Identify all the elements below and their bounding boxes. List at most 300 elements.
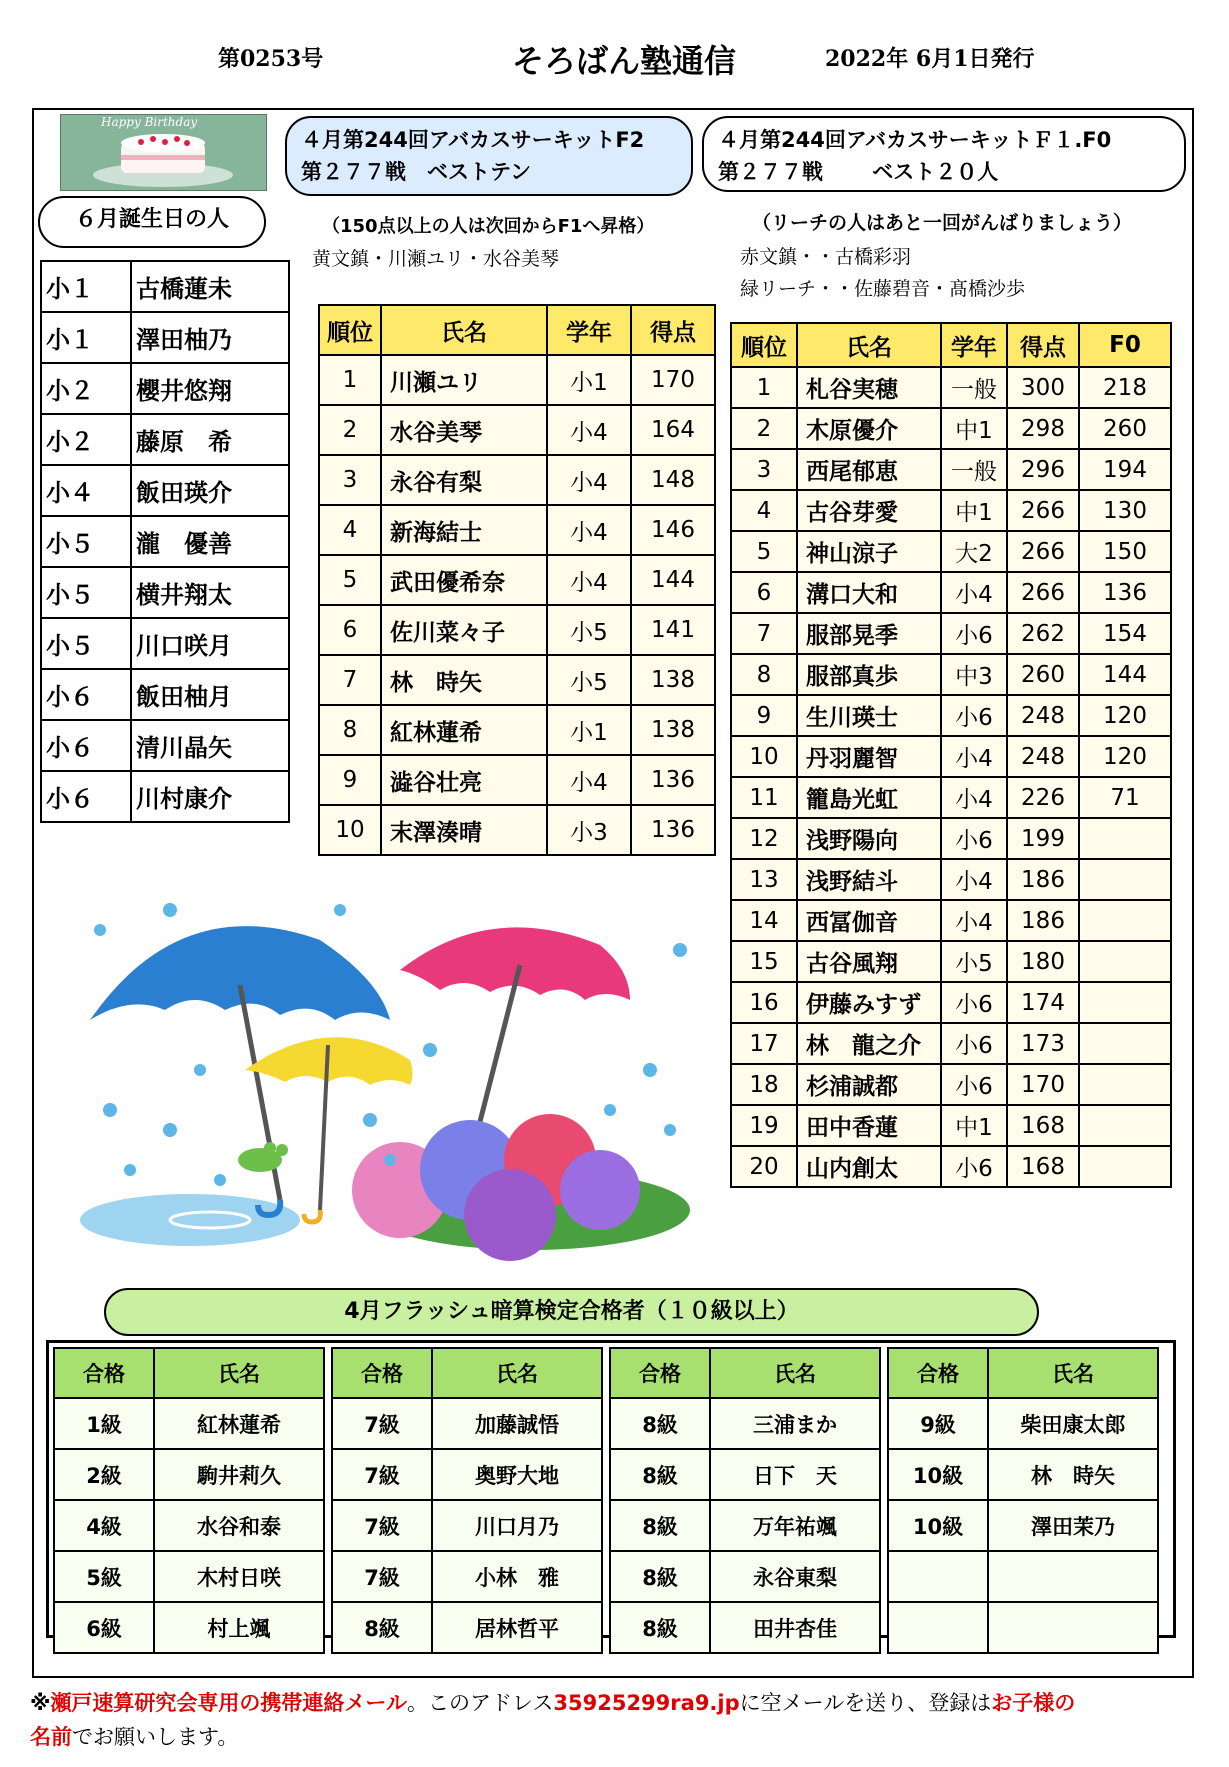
- f1-grade: 小4: [941, 736, 1007, 777]
- f1-f0: 120: [1079, 695, 1171, 736]
- footer-text-3: でお願いします。: [72, 1725, 239, 1749]
- flash-row: [888, 1551, 1158, 1602]
- f1-row: [731, 490, 1171, 531]
- f1-rank: 8: [731, 654, 797, 695]
- f1-row: [731, 777, 1171, 818]
- flash-name: 田井杏佳: [710, 1602, 880, 1653]
- f2-row: [319, 655, 715, 705]
- f1-rank: 1: [731, 367, 797, 408]
- f1-score: 180: [1007, 941, 1079, 982]
- birthday-grade: 小６: [41, 669, 131, 720]
- flash-row: [54, 1398, 324, 1449]
- flash-name: 水谷和泰: [154, 1500, 324, 1551]
- f2-promoted: 黄文鎮・川瀬ユリ・水谷美琴: [312, 248, 560, 270]
- birthday-name: 清川晶矢: [131, 720, 289, 771]
- f1-f0: 150: [1079, 531, 1171, 572]
- birthday-row: [41, 465, 289, 516]
- f1-grade: 小4: [941, 777, 1007, 818]
- f1-title-line1: ４月第244回アバカスサーキットＦ１.F0: [718, 128, 1112, 152]
- birthday-name: 川口咲月: [131, 618, 289, 669]
- flash-row: [54, 1551, 324, 1602]
- f1-rank: 7: [731, 613, 797, 654]
- birthday-grade: 小２: [41, 414, 131, 465]
- footer-mark: ※: [30, 1691, 51, 1715]
- f1-name: 西尾郁恵: [797, 449, 941, 490]
- f2-name: 佐川菜々子: [381, 605, 547, 655]
- f2-score: 144: [631, 555, 715, 605]
- f2-grade: 小4: [547, 505, 631, 555]
- f2-row: [319, 805, 715, 855]
- page-title: そろばん塾通信: [512, 42, 737, 80]
- f1-grade: 小4: [941, 859, 1007, 900]
- flash-header-name: 氏名: [432, 1348, 602, 1398]
- flash-level: [888, 1551, 988, 1602]
- flash-row: [332, 1551, 602, 1602]
- flash-heading: 4月フラッシュ暗算検定合格者（１０級以上）: [104, 1288, 1039, 1336]
- birthday-grade: 小６: [41, 771, 131, 822]
- flash-row: [332, 1602, 602, 1653]
- f1-name: 溝口大和: [797, 572, 941, 613]
- flash-name: 万年祐颯: [710, 1500, 880, 1551]
- f1-name: 籠島光虹: [797, 777, 941, 818]
- f1-rank: 18: [731, 1064, 797, 1105]
- birthday-name: 古橋蓮未: [131, 261, 289, 312]
- frog-icon: [238, 1142, 288, 1172]
- f1-score: 168: [1007, 1146, 1079, 1187]
- flash-name: 小林 雅: [432, 1551, 602, 1602]
- f2-row: [319, 755, 715, 805]
- f2-grade: 小1: [547, 355, 631, 405]
- flash-level: 4級: [54, 1500, 154, 1551]
- birthday-name: 藤原 希: [131, 414, 289, 465]
- f2-rank: 2: [319, 405, 381, 455]
- f1-grade: 小6: [941, 613, 1007, 654]
- f1-grade: 小6: [941, 1064, 1007, 1105]
- f2-rank: 10: [319, 805, 381, 855]
- cake-caption: Happy Birthday: [101, 115, 198, 129]
- f2-name: 林 時矢: [381, 655, 547, 705]
- f1-row: [731, 572, 1171, 613]
- f1-title-box: [702, 116, 1186, 192]
- f1-name: 田中香蓮: [797, 1105, 941, 1146]
- f1-score: 186: [1007, 900, 1079, 941]
- birthday-name: 飯田柚月: [131, 669, 289, 720]
- f1-grade: 一般: [941, 449, 1007, 490]
- f1-reach-green: 緑リーチ・・佐藤碧音・髙橋沙歩: [740, 278, 1026, 300]
- f2-name: 川瀬ユリ: [381, 355, 547, 405]
- birthday-row: [41, 771, 289, 822]
- flash-level: 9級: [888, 1398, 988, 1449]
- f1-rank: 2: [731, 408, 797, 449]
- flash-name: 木村日咲: [154, 1551, 324, 1602]
- f1-row: [731, 1146, 1171, 1187]
- f1-name: 杉浦誠都: [797, 1064, 941, 1105]
- flash-row: [610, 1551, 880, 1602]
- f2-header-name: 氏名: [381, 305, 547, 355]
- f1-grade: 大2: [941, 531, 1007, 572]
- f1-row: [731, 1064, 1171, 1105]
- f1-row: [731, 367, 1171, 408]
- flash-row: [610, 1449, 880, 1500]
- f2-note: （150点以上の人は次回からF1へ昇格）: [322, 216, 655, 237]
- f2-score: 164: [631, 405, 715, 455]
- flash-name: 加藤誠悟: [432, 1398, 602, 1449]
- flash-name: 川口月乃: [432, 1500, 602, 1551]
- f2-score: 138: [631, 655, 715, 705]
- flash-row: [888, 1500, 1158, 1551]
- flash-level: 7級: [332, 1398, 432, 1449]
- f2-grade: 小3: [547, 805, 631, 855]
- birthday-grade: 小１: [41, 312, 131, 363]
- f1-f0: [1079, 1105, 1171, 1146]
- f1-f0: [1079, 1023, 1171, 1064]
- f2-row: [319, 605, 715, 655]
- f1-grade: 小6: [941, 695, 1007, 736]
- f2-title-line2: 第２７７戦 ベストテン: [301, 160, 531, 184]
- f1-name: 古谷風翔: [797, 941, 941, 982]
- flash-name: 村上颯: [154, 1602, 324, 1653]
- f1-row: [731, 1023, 1171, 1064]
- f2-header-score: 得点: [631, 305, 715, 355]
- f1-score: 260: [1007, 654, 1079, 695]
- f1-name: 伊藤みすず: [797, 982, 941, 1023]
- footer-mail-address[interactable]: 35925299ra9.jp: [553, 1691, 740, 1715]
- flash-name: [988, 1602, 1158, 1653]
- f1-f0: 71: [1079, 777, 1171, 818]
- f1-f0: [1079, 859, 1171, 900]
- flash-level: 8級: [610, 1551, 710, 1602]
- f1-title-line2: 第２７７戦 ベスト２０人: [718, 160, 999, 184]
- flash-table: [53, 1347, 325, 1654]
- f2-header-rank: 順位: [319, 305, 381, 355]
- f1-name: 木原優介: [797, 408, 941, 449]
- f1-grade: 小4: [941, 900, 1007, 941]
- f1-f0: [1079, 818, 1171, 859]
- flash-level: 7級: [332, 1500, 432, 1551]
- flash-header-name: 氏名: [154, 1348, 324, 1398]
- f1-header-rank: 順位: [731, 323, 797, 367]
- flash-name: 紅林蓮希: [154, 1398, 324, 1449]
- f1-row: [731, 982, 1171, 1023]
- birthday-cake-image: [60, 114, 267, 191]
- f2-score: 170: [631, 355, 715, 405]
- flash-level: 8級: [610, 1500, 710, 1551]
- f1-grade: 中1: [941, 408, 1007, 449]
- flash-row: [332, 1449, 602, 1500]
- hydrangea-flowers-icon: [352, 1114, 690, 1261]
- f1-row: [731, 736, 1171, 777]
- flash-table: [609, 1347, 881, 1654]
- f1-f0: [1079, 1064, 1171, 1105]
- birthday-grade: 小１: [41, 261, 131, 312]
- f1-header-grade: 学年: [941, 323, 1007, 367]
- flash-name: 柴田康太郎: [988, 1398, 1158, 1449]
- f2-score: 141: [631, 605, 715, 655]
- f1-grade: 中3: [941, 654, 1007, 695]
- f1-grade: 中1: [941, 1105, 1007, 1146]
- f1-row: [731, 695, 1171, 736]
- f2-score: 136: [631, 755, 715, 805]
- flash-row: [610, 1602, 880, 1653]
- f1-grade: 小6: [941, 982, 1007, 1023]
- f1-name: 神山涼子: [797, 531, 941, 572]
- f2-name: 澁谷壮亮: [381, 755, 547, 805]
- f1-score: 266: [1007, 572, 1079, 613]
- f1-row: [731, 1105, 1171, 1146]
- f2-name: 新海結士: [381, 505, 547, 555]
- f2-score: 148: [631, 455, 715, 505]
- flash-header-name: 氏名: [988, 1348, 1158, 1398]
- flash-row: [332, 1500, 602, 1551]
- flash-name: [988, 1551, 1158, 1602]
- flash-row: [888, 1602, 1158, 1653]
- f2-name: 紅林蓮希: [381, 705, 547, 755]
- f1-score: 298: [1007, 408, 1079, 449]
- flash-level: 6級: [54, 1602, 154, 1653]
- f1-rank: 13: [731, 859, 797, 900]
- birthday-heading: ６月誕生日の人: [38, 196, 266, 248]
- f2-grade: 小5: [547, 605, 631, 655]
- puddle-icon: [80, 1194, 300, 1246]
- f2-row: [319, 455, 715, 505]
- f1-rank: 11: [731, 777, 797, 818]
- f1-row: [731, 859, 1171, 900]
- f1-rank: 20: [731, 1146, 797, 1187]
- flash-name: 林 時矢: [988, 1449, 1158, 1500]
- f1-rank: 6: [731, 572, 797, 613]
- f2-title-box: [285, 116, 693, 196]
- f1-name: 服部真歩: [797, 654, 941, 695]
- flash-level: 2級: [54, 1449, 154, 1500]
- f2-row: [319, 505, 715, 555]
- footer-text-1: 。このアドレス: [407, 1691, 554, 1715]
- flash-level: 5級: [54, 1551, 154, 1602]
- flash-table: [331, 1347, 603, 1654]
- f2-name: 水谷美琴: [381, 405, 547, 455]
- birthday-grade: 小５: [41, 567, 131, 618]
- f1-row: [731, 654, 1171, 695]
- f1-score: 248: [1007, 695, 1079, 736]
- f1-f0: 120: [1079, 736, 1171, 777]
- f2-grade: 小4: [547, 405, 631, 455]
- flash-header-level: 合格: [54, 1348, 154, 1398]
- f2-rank: 4: [319, 505, 381, 555]
- footer-mail-name: 瀬戸速算研究会専用の携帯連絡メール: [50, 1691, 408, 1715]
- f1-f0: 144: [1079, 654, 1171, 695]
- f1-name: 古谷芽愛: [797, 490, 941, 531]
- birthday-grade: 小５: [41, 516, 131, 567]
- footer-note: [30, 1686, 1210, 1754]
- f1-header-f0: F0: [1079, 323, 1171, 367]
- flash-row: [54, 1449, 324, 1500]
- f1-rank: 17: [731, 1023, 797, 1064]
- f1-rank: 4: [731, 490, 797, 531]
- birthday-name: 横井翔太: [131, 567, 289, 618]
- flash-header-name: 氏名: [710, 1348, 880, 1398]
- flash-row: [54, 1602, 324, 1653]
- f1-score: 168: [1007, 1105, 1079, 1146]
- birthday-grade: 小６: [41, 720, 131, 771]
- f1-name: 生川瑛士: [797, 695, 941, 736]
- flash-name: 三浦まか: [710, 1398, 880, 1449]
- birthday-name: 澤田柚乃: [131, 312, 289, 363]
- f1-score: 266: [1007, 531, 1079, 572]
- flash-table: [887, 1347, 1159, 1654]
- flash-row: [610, 1500, 880, 1551]
- f1-score: 174: [1007, 982, 1079, 1023]
- footer-text-2: に空メールを送り、登録は: [739, 1691, 992, 1715]
- flash-level: [888, 1602, 988, 1653]
- f2-name: 武田優希奈: [381, 555, 547, 605]
- birthday-row: [41, 618, 289, 669]
- f1-rank: 3: [731, 449, 797, 490]
- footer-child-label: お子様の: [991, 1691, 1076, 1715]
- f1-grade: 中1: [941, 490, 1007, 531]
- birthday-name: 飯田瑛介: [131, 465, 289, 516]
- footer-name-label: 名前: [30, 1725, 72, 1749]
- f1-name: 丹羽麗智: [797, 736, 941, 777]
- f2-ranking-table: [318, 304, 716, 856]
- flash-level: 10級: [888, 1500, 988, 1551]
- flash-header-level: 合格: [610, 1348, 710, 1398]
- birthday-row: [41, 261, 289, 312]
- f1-score: 296: [1007, 449, 1079, 490]
- f2-header-grade: 学年: [547, 305, 631, 355]
- f1-score: 266: [1007, 490, 1079, 531]
- f2-grade: 小5: [547, 655, 631, 705]
- flash-name: 居林哲平: [432, 1602, 602, 1653]
- f1-rank: 16: [731, 982, 797, 1023]
- f2-grade: 小4: [547, 755, 631, 805]
- flash-name: 永谷東梨: [710, 1551, 880, 1602]
- f2-score: 138: [631, 705, 715, 755]
- f1-rank: 15: [731, 941, 797, 982]
- f1-f0: 136: [1079, 572, 1171, 613]
- flash-name: 日下 天: [710, 1449, 880, 1500]
- f2-name: 末澤湊晴: [381, 805, 547, 855]
- f1-f0: [1079, 900, 1171, 941]
- flash-row: [54, 1500, 324, 1551]
- f2-rank: 6: [319, 605, 381, 655]
- f1-name: 札谷実穂: [797, 367, 941, 408]
- flash-name: 澤田茉乃: [988, 1500, 1158, 1551]
- flash-level: 10級: [888, 1449, 988, 1500]
- f2-rank: 9: [319, 755, 381, 805]
- birthday-row: [41, 516, 289, 567]
- f1-grade: 小4: [941, 572, 1007, 613]
- flash-row: [888, 1449, 1158, 1500]
- f2-row: [319, 555, 715, 605]
- f1-note: （リーチの人はあと一回がんばりましょう）: [752, 212, 1133, 234]
- f1-header-score: 得点: [1007, 323, 1079, 367]
- birthday-name: 櫻井悠翔: [131, 363, 289, 414]
- f1-rank: 19: [731, 1105, 797, 1146]
- birthday-row: [41, 312, 289, 363]
- flash-level: 8級: [332, 1602, 432, 1653]
- birthday-table: [40, 260, 290, 823]
- f1-rank: 10: [731, 736, 797, 777]
- f2-rank: 7: [319, 655, 381, 705]
- f1-f0: 154: [1079, 613, 1171, 654]
- flash-level: 7級: [332, 1551, 432, 1602]
- f1-rank: 9: [731, 695, 797, 736]
- f2-title-line1: ４月第244回アバカスサーキットF2: [301, 128, 645, 152]
- f1-f0: 194: [1079, 449, 1171, 490]
- f2-name: 永谷有梨: [381, 455, 547, 505]
- f2-row: [319, 705, 715, 755]
- flash-level: 7級: [332, 1449, 432, 1500]
- flash-level: 8級: [610, 1449, 710, 1500]
- f1-grade: 小5: [941, 941, 1007, 982]
- f1-score: 186: [1007, 859, 1079, 900]
- birthday-row: [41, 720, 289, 771]
- f1-rank: 5: [731, 531, 797, 572]
- f1-f0: 260: [1079, 408, 1171, 449]
- f1-score: 248: [1007, 736, 1079, 777]
- flash-header-level: 合格: [332, 1348, 432, 1398]
- flash-row: [332, 1398, 602, 1449]
- f1-name: 林 龍之介: [797, 1023, 941, 1064]
- flash-row: [888, 1398, 1158, 1449]
- f1-score: 199: [1007, 818, 1079, 859]
- f1-name: 山内創太: [797, 1146, 941, 1187]
- f1-reach-red: 赤文鎮・・古橋彩羽: [740, 246, 912, 268]
- f2-rank: 1: [319, 355, 381, 405]
- f2-score: 136: [631, 805, 715, 855]
- f1-f0: 218: [1079, 367, 1171, 408]
- flash-row: [610, 1398, 880, 1449]
- f1-score: 170: [1007, 1064, 1079, 1105]
- f1-f0: 130: [1079, 490, 1171, 531]
- f1-grade: 一般: [941, 367, 1007, 408]
- f1-f0: [1079, 982, 1171, 1023]
- f1-rank: 14: [731, 900, 797, 941]
- f1-ranking-table: [730, 322, 1172, 1188]
- f1-f0: [1079, 941, 1171, 982]
- f1-grade: 小6: [941, 818, 1007, 859]
- f1-row: [731, 531, 1171, 572]
- f2-rank: 3: [319, 455, 381, 505]
- f2-grade: 小4: [547, 555, 631, 605]
- birthday-row: [41, 669, 289, 720]
- f1-rank: 12: [731, 818, 797, 859]
- flash-level: 8級: [610, 1398, 710, 1449]
- issue-date: 2022年 6月1日発行: [825, 46, 1035, 72]
- flash-level: 1級: [54, 1398, 154, 1449]
- birthday-row: [41, 414, 289, 465]
- f1-score: 300: [1007, 367, 1079, 408]
- f1-grade: 小6: [941, 1146, 1007, 1187]
- f1-f0: [1079, 1146, 1171, 1187]
- flash-name: 駒井莉久: [154, 1449, 324, 1500]
- f2-rank: 8: [319, 705, 381, 755]
- flash-level: 8級: [610, 1602, 710, 1653]
- f1-row: [731, 408, 1171, 449]
- f2-score: 146: [631, 505, 715, 555]
- f1-name: 服部晃季: [797, 613, 941, 654]
- f1-row: [731, 449, 1171, 490]
- f1-score: 262: [1007, 613, 1079, 654]
- f1-row: [731, 941, 1171, 982]
- f1-row: [731, 900, 1171, 941]
- birthday-grade: 小５: [41, 618, 131, 669]
- birthday-name: 川村康介: [131, 771, 289, 822]
- f2-grade: 小1: [547, 705, 631, 755]
- flash-name: 奥野大地: [432, 1449, 602, 1500]
- f1-name: 浅野陽向: [797, 818, 941, 859]
- f2-rank: 5: [319, 555, 381, 605]
- f1-score: 226: [1007, 777, 1079, 818]
